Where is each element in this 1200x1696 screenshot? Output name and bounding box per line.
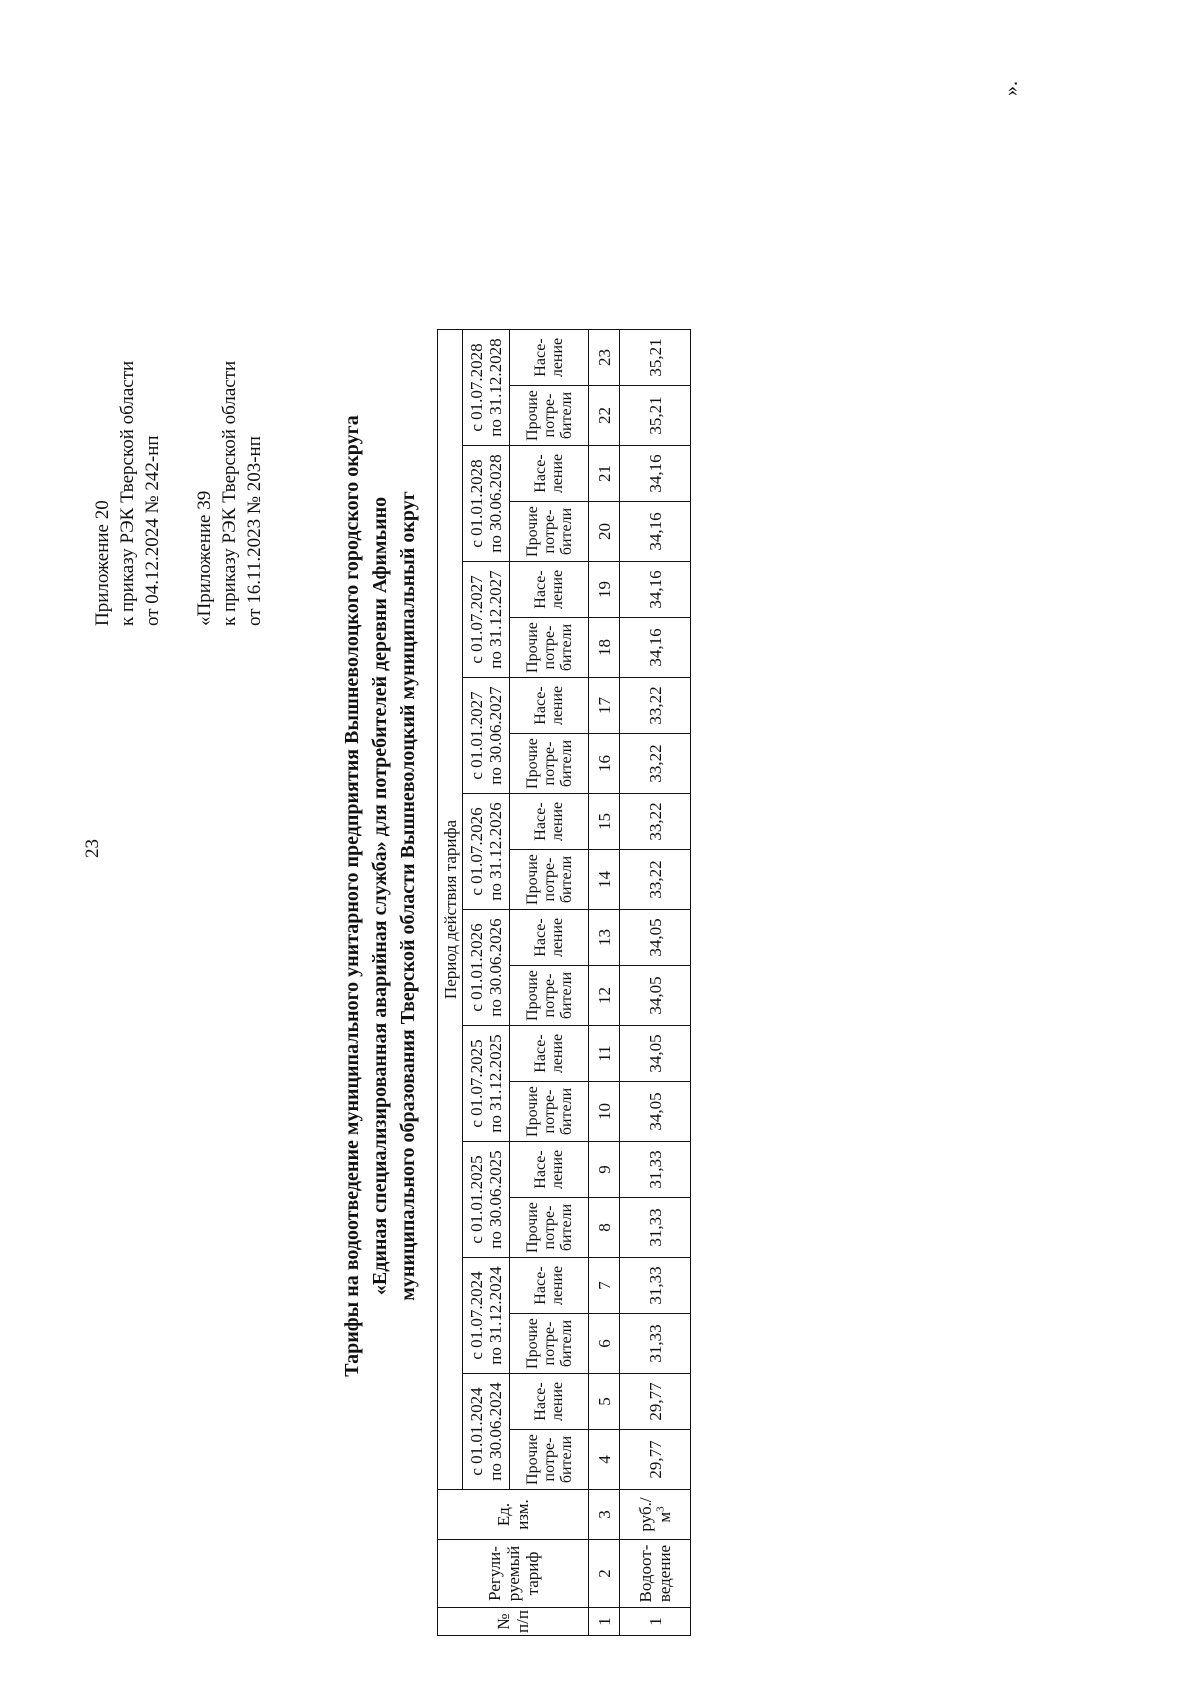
period-from: с 01.01.2026 [467,923,486,1012]
column-number: 3 [589,1490,620,1540]
appendix-previous-line3: от 16.11.2023 № 203-нп [244,436,265,626]
period-to: по 31.12.2024 [486,1266,505,1365]
row-unit [620,1490,691,1540]
tariff-value: 33,22 [620,850,691,910]
column-number: 2 [589,1540,620,1608]
header-category-population: Насе-ление [510,1142,589,1198]
tariff-value: 29,77 [620,1430,691,1490]
header-category-other: Прочие потре-бители [510,734,589,794]
header-period [463,562,510,678]
column-number: 14 [589,850,620,910]
title-line1: Тарифы на водоотведение муниципального унитарного предприятия Вышневолоцкого городского округа [341,415,363,1377]
header-period [463,1142,510,1258]
header-period [463,910,510,1026]
period-from: с 01.07.2028 [467,343,486,432]
header-category-population: Насе-ление [510,1026,589,1082]
document-title [338,246,422,1546]
header-num: № п/п [438,1608,589,1636]
column-number: 7 [589,1258,620,1314]
title-line3: муниципального образования Тверской области Вышневолоцкий муниципальный округ [397,491,419,1301]
header-category-population: Насе-ление [510,446,589,502]
appendix-current-line2: к приказу РЭК Тверской области [117,360,138,626]
header-category-population: Насе-ление [510,1258,589,1314]
column-number: 13 [589,910,620,966]
header-category-population: Насе-ление [510,678,589,734]
tariff-value: 34,16 [620,562,691,618]
column-number: 1 [589,1608,620,1636]
header-category-other: Прочие потре-бители [510,1314,589,1374]
period-from: с 01.07.2025 [467,1039,486,1128]
period-from: с 01.01.2027 [467,691,486,780]
column-number: 8 [589,1198,620,1258]
column-number: 18 [589,618,620,678]
period-to: по 30.06.2028 [486,454,505,553]
column-number: 4 [589,1430,620,1490]
tariff-value: 31,33 [620,1142,691,1198]
period-from: с 01.07.2027 [467,575,486,664]
tariff-value: 34,05 [620,910,691,966]
tariff-value: 35,21 [620,330,691,386]
column-number: 12 [589,966,620,1026]
tariff-value: 34,16 [620,618,691,678]
tariff-value: 34,16 [620,446,691,502]
tariff-value: 34,05 [620,1082,691,1142]
header-period [463,1374,510,1490]
column-number: 19 [589,562,620,618]
column-number: 16 [589,734,620,794]
unit-main: руб./ [636,1497,655,1532]
header-period-group: Период действия тарифа [438,330,463,1490]
header-category-population: Насе-ление [510,794,589,850]
page-number: 23 [82,839,103,858]
table-row [620,330,691,1636]
period-to: по 31.12.2026 [486,802,505,901]
unit-base-wrap [655,1492,674,1537]
header-period [463,794,510,910]
header-period [463,678,510,794]
period-to: по 30.06.2025 [486,1150,505,1249]
period-from: с 01.07.2024 [467,1271,486,1360]
column-number: 21 [589,446,620,502]
tariff-value: 33,22 [620,678,691,734]
header-category-other: Прочие потре-бители [510,966,589,1026]
header-period [463,1258,510,1374]
header-unit: Ед. изм. [438,1490,589,1540]
appendix-previous [192,361,267,626]
tariff-value: 34,05 [620,1026,691,1082]
appendix-current-line1: Приложение 20 [92,500,113,626]
closing-quote: ». [1000,81,1022,96]
tariff-value: 31,33 [620,1314,691,1374]
tariff-table [437,329,691,1636]
title-line2: «Единая специализированная аварийная служба» для потребителей деревни Афимьино [369,496,391,1296]
unit-superscript: 3 [654,1506,667,1512]
period-from: с 01.01.2028 [467,459,486,548]
column-number: 15 [589,794,620,850]
period-to: по 31.12.2027 [486,570,505,669]
tariff-value: 33,22 [620,794,691,850]
tariff-value: 34,05 [620,966,691,1026]
period-from: с 01.01.2025 [467,1155,486,1244]
header-category-population: Насе-ление [510,910,589,966]
header-category-other: Прочие потре-бители [510,1082,589,1142]
header-category-other: Прочие потре-бители [510,850,589,910]
period-to: по 30.06.2027 [486,686,505,785]
column-number-row [589,330,620,1636]
header-category-other: Прочие потре-бители [510,1430,589,1490]
column-number: 17 [589,678,620,734]
tariff-value: 29,77 [620,1374,691,1430]
column-number: 11 [589,1026,620,1082]
period-to: по 30.06.2026 [486,918,505,1017]
header-period [463,1026,510,1142]
column-number: 5 [589,1374,620,1430]
column-number: 9 [589,1142,620,1198]
header-category-other: Прочие потре-бители [510,386,589,446]
header-period [463,446,510,562]
header-category-other: Прочие потре-бители [510,1198,589,1258]
appendix-current [90,361,165,626]
period-to: по 31.12.2025 [486,1034,505,1133]
period-from: с 01.07.2026 [467,807,486,896]
row-tariff: Водоот-ведение [620,1540,691,1608]
header-row-group [438,330,463,1636]
column-number: 23 [589,330,620,386]
header-period [463,330,510,446]
period-to: по 30.06.2024 [486,1382,505,1481]
period-from: с 01.01.2024 [467,1387,486,1476]
header-category-population: Насе-ление [510,1374,589,1430]
appendix-previous-line1: «Приложение 39 [194,490,215,626]
column-number: 22 [589,386,620,446]
appendix-current-line3: от 04.12.2024 № 242-нп [142,435,163,626]
tariff-value: 33,22 [620,734,691,794]
tariff-value: 31,33 [620,1198,691,1258]
header-category-other: Прочие потре-бители [510,502,589,562]
unit-base: м [655,1511,674,1523]
tariff-value: 34,16 [620,502,691,562]
header-row-categories [510,330,589,1636]
header-category-population: Насе-ление [510,562,589,618]
header-tariff: Регули-руемый тариф [438,1540,589,1608]
column-number: 20 [589,502,620,562]
column-number: 6 [589,1314,620,1374]
row-num: 1 [620,1608,691,1636]
tariff-value: 31,33 [620,1258,691,1314]
header-category-other: Прочие потре-бители [510,618,589,678]
header-row-periods [463,330,510,1636]
appendix-previous-line2: к приказу РЭК Тверской области [219,360,240,626]
period-to: по 31.12.2028 [486,338,505,437]
header-category-population: Насе-ление [510,330,589,386]
tariff-value: 35,21 [620,386,691,446]
column-number: 10 [589,1082,620,1142]
